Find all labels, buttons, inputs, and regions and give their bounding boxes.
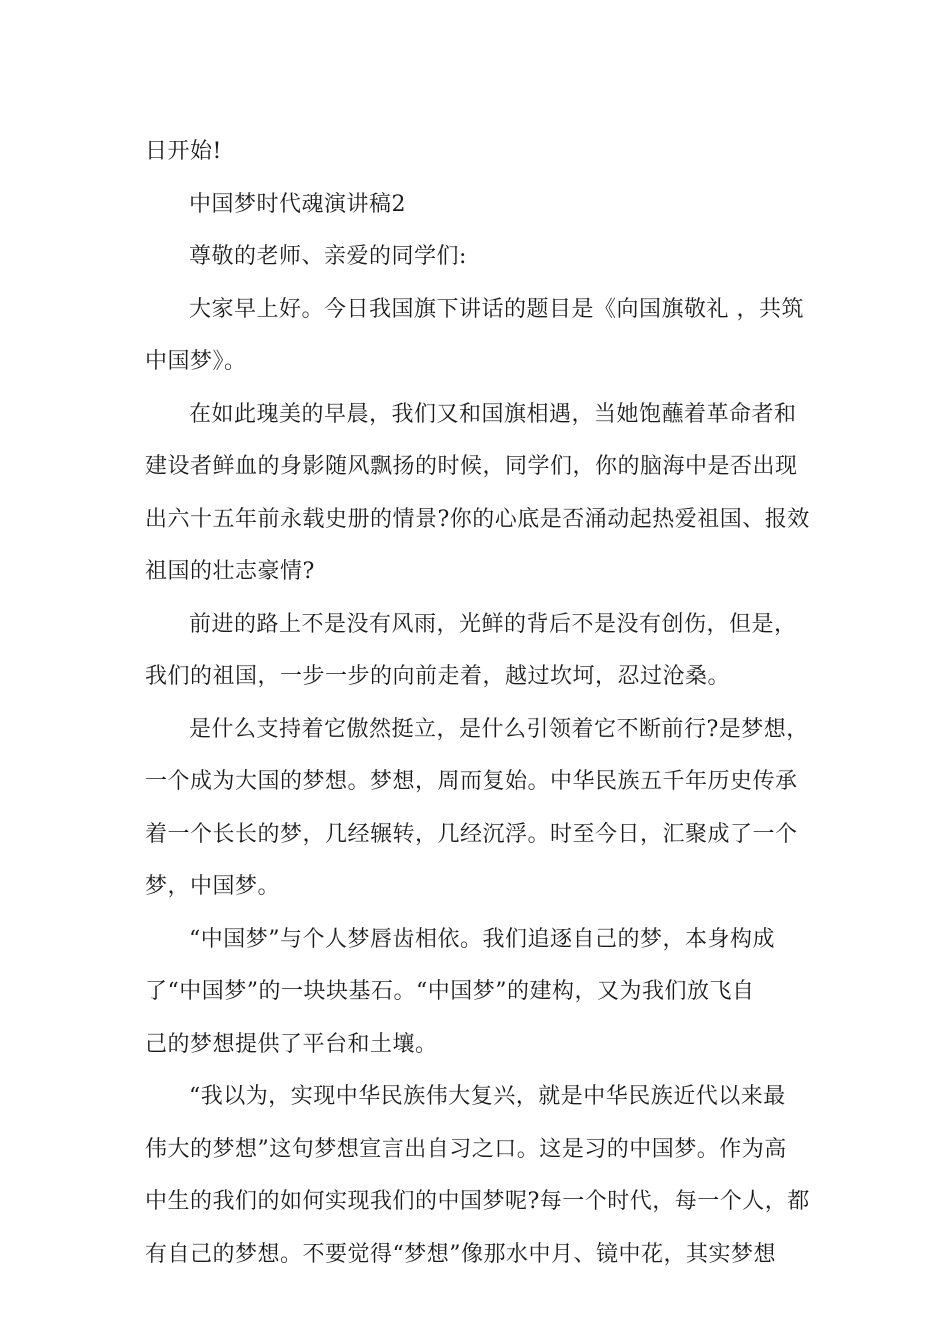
- text-line-16: “中国梦”与个人梦唇齿相依。我们追逐自己的梦，本身构成: [189, 926, 775, 952]
- text-line-8: 出六十五年前永载史册的情景?你的心底是否涌动起热爱祖国、报效: [145, 506, 810, 532]
- text-line-12: 是什么支持着它傲然挺立，是什么引领着它不断前行?是梦想，: [189, 716, 809, 742]
- text-line-20: 伟大的梦想”这句梦想宣言出自习之口。这是习的中国梦。作为高: [145, 1136, 787, 1162]
- section-heading: 中国梦时代魂演讲稿2: [189, 191, 406, 217]
- text-line-1: 日开始!: [145, 139, 222, 164]
- text-line-19: “我以为，实现中华民族伟大复兴，就是中华民族近代以来最: [189, 1084, 786, 1109]
- salutation: 尊敬的老师、亲爱的同学们:: [189, 244, 467, 269]
- text-line-18: 己的梦想提供了平台和土壤。: [145, 1031, 438, 1057]
- text-line-5: 中国梦》。: [145, 349, 247, 374]
- text-line-9: 祖国的壮志豪情?: [145, 559, 315, 584]
- text-line-6: 在如此瑰美的早晨，我们又和国旗相遇，当她饱蘸着革命者和: [189, 401, 797, 427]
- document-body: [145, 126, 810, 1281]
- text-line-22: 有自己的梦想。不要觉得“梦想”像那水中月、镜中花，其实梦想: [145, 1241, 776, 1267]
- text-line-15: 梦，中国梦。: [145, 874, 281, 899]
- text-line-21: 中生的我们的如何实现我们的中国梦呢?每一个时代，每一个人，都: [145, 1189, 810, 1214]
- text-line-11: 我们的祖国，一步一步的向前走着，越过坎坷，忍过沧桑。: [145, 664, 731, 689]
- text-line-7: 建设者鲜血的身影随风飘扬的时候，同学们，你的脑海中是否出现: [145, 454, 798, 479]
- text-line-4: 大家早上好。今日我国旗下讲话的题目是《向国旗敬礼 ，共筑: [189, 296, 804, 322]
- text-line-13: 一个成为大国的梦想。梦想，周而复始。中华民族五千年历史传承: [145, 769, 798, 794]
- text-line-17: 了“中国梦”的一块块基石。“中国梦”的建构，又为我们放飞自: [145, 979, 755, 1004]
- text-line-10: 前进的路上不是没有风雨，光鲜的背后不是没有创伤，但是，: [189, 611, 797, 637]
- text-line-14: 着一个长长的梦，几经辗转，几经沉浮。时至今日，汇聚成了一个: [145, 821, 798, 847]
